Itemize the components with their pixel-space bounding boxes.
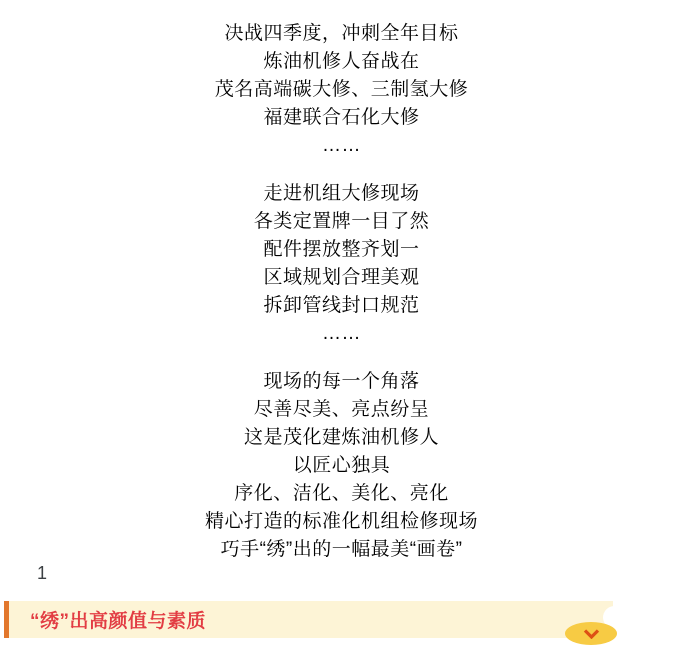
poem-line: 决战四季度，冲刺全年目标 <box>224 23 459 44</box>
poem-line: 尽善尽美、亮点纷呈 <box>253 399 430 420</box>
poem-line: 巧手“绣”出的一幅最美“画卷” <box>220 539 463 560</box>
poem-line: 炼油机修人奋战在 <box>263 51 420 72</box>
stanza <box>0 20 683 160</box>
poem-text <box>0 20 683 584</box>
poem-line: …… <box>322 323 361 344</box>
poem-line: …… <box>322 135 361 156</box>
poem-line: 序化、洁化、美化、亮化 <box>234 483 449 504</box>
bottom-bar-title: “绣”出高颜值与素质 <box>30 611 207 632</box>
poem-line: 现场的每一个角落 <box>263 371 420 392</box>
poem-line: 精心打造的标准化机组检修现场 <box>204 511 478 532</box>
stanza <box>0 368 683 564</box>
poem-line: 以匠心独具 <box>292 455 391 476</box>
poem-line: 这是茂化建炼油机修人 <box>243 427 439 448</box>
page-number: 1 <box>37 563 48 583</box>
poem-line: 拆卸管线封口规范 <box>263 295 420 316</box>
chevron-down-icon <box>583 629 600 639</box>
poem-line: 走进机组大修现场 <box>263 183 420 204</box>
poem-line: 区域规划合理美观 <box>263 267 420 288</box>
poem-line: 配件摆放整齐划一 <box>263 239 420 260</box>
bottom-title-bar[interactable] <box>4 601 613 638</box>
poem-line: 茂名高端碳大修、三制氢大修 <box>214 79 469 100</box>
poem-line: 各类定置牌一目了然 <box>253 211 430 232</box>
poem-line: 福建联合石化大修 <box>263 107 420 128</box>
stanza <box>0 180 683 348</box>
expand-button[interactable] <box>565 622 617 645</box>
